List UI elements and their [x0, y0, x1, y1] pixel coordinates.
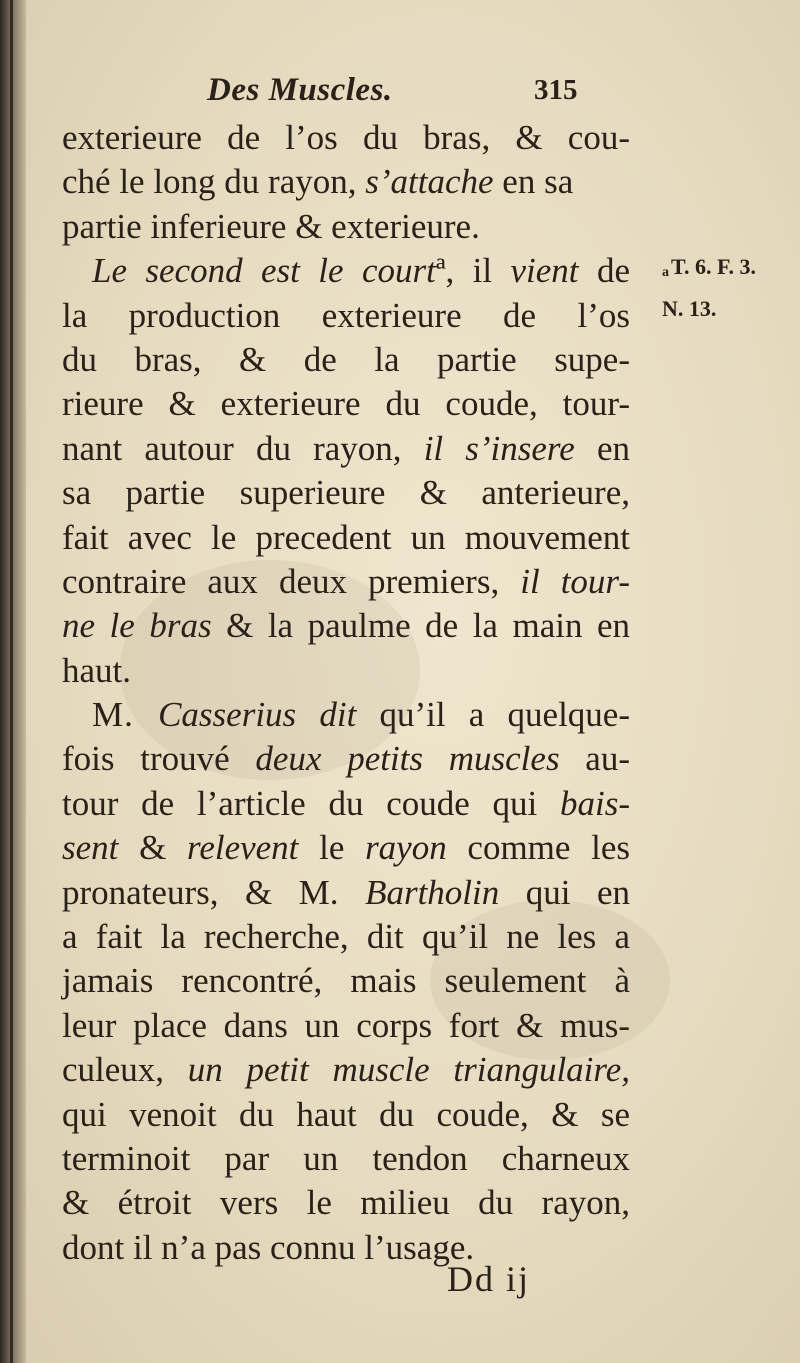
text-line — [62, 1137, 630, 1181]
text-run: fait avec le precedent un mouvement — [62, 517, 630, 557]
text-run: exterieure de l’os du bras, & cou- — [62, 118, 630, 157]
text-run: & étroit vers le milieu du rayon, — [62, 1183, 630, 1223]
text-run: tour de l’article du coude qui bais- — [62, 783, 630, 823]
text-run: a fait la recherche, dit qu’il ne les a — [62, 917, 630, 957]
text-run: contraire aux deux premiers, il tour- — [62, 561, 630, 601]
text-run: M. Casserius dit qu’il a quelque- — [92, 695, 630, 735]
text-run: haut. — [62, 650, 132, 690]
text-run: rieure & exterieure du coude, tour- — [62, 384, 630, 424]
running-head-title: Des Muscles. — [207, 72, 393, 108]
text-run: ne le bras & la paulme de la main en — [62, 606, 630, 646]
text-line — [62, 915, 630, 959]
text-line — [62, 205, 630, 249]
text-line — [62, 871, 630, 915]
text-line — [62, 338, 630, 382]
text-line — [62, 116, 630, 160]
text-run: sent & relevent le rayon comme les — [62, 828, 630, 868]
text-line — [62, 249, 630, 293]
text-line — [62, 516, 630, 560]
text-line — [62, 1226, 630, 1270]
text-run: leur place dans un corps fort & mus- — [62, 1005, 630, 1045]
text-line — [62, 737, 630, 781]
text-line — [62, 959, 630, 1003]
page-number: 315 — [534, 74, 578, 106]
text-run: la production exterieure de l’os — [62, 295, 630, 335]
signature-mark: Dd ij — [447, 1259, 531, 1299]
text-run: dont il n’a pas connu l’usage. — [62, 1227, 475, 1267]
binding-edge — [10, 0, 13, 1363]
text-line — [62, 1004, 630, 1048]
text-line — [62, 294, 630, 338]
text-line — [62, 427, 630, 471]
text-run: qui venoit du haut du coude, & se — [62, 1094, 630, 1134]
text-block — [62, 72, 630, 1270]
text-run: fois trouvé deux petits muscles au- — [62, 739, 630, 779]
text-run: du bras, & de la partie supe- — [62, 339, 630, 379]
text-line — [62, 160, 630, 204]
text-line — [62, 560, 630, 604]
text-line — [62, 649, 630, 693]
text-line — [62, 1048, 630, 1092]
text-line — [62, 1181, 630, 1225]
text-line — [62, 471, 630, 515]
marginal-reference — [662, 249, 756, 327]
text-line — [62, 826, 630, 870]
margin-note-mark: a — [662, 265, 669, 280]
text-run: nant autour du rayon, il s’insere en — [62, 428, 630, 468]
text-run: jamais rencontré, mais seulement à — [62, 961, 630, 1001]
text-line — [62, 1093, 630, 1137]
text-run: pronateurs, & M. Bartholin qui en — [62, 872, 630, 912]
text-run: terminoit par un tendon charneux — [62, 1138, 630, 1178]
text-run: partie inferieure & exterieure. — [62, 206, 480, 246]
binding-gutter — [0, 0, 26, 1363]
text-run: Le second est le courtª, il vient de — [92, 251, 630, 291]
margin-note-line: N. 13. — [662, 296, 717, 321]
margin-note-line: aT. 6. F. 3. — [662, 254, 756, 280]
text-run: sa partie superieure & anterieure, — [62, 473, 630, 513]
running-head — [62, 72, 630, 116]
text-line — [62, 693, 630, 737]
text-run: culeux, un petit muscle triangulaire, — [62, 1050, 630, 1090]
text-line — [62, 782, 630, 826]
text-line — [62, 382, 630, 426]
text-run: ché le long du rayon, s’attache en sa — [62, 162, 574, 202]
text-line — [62, 604, 630, 648]
